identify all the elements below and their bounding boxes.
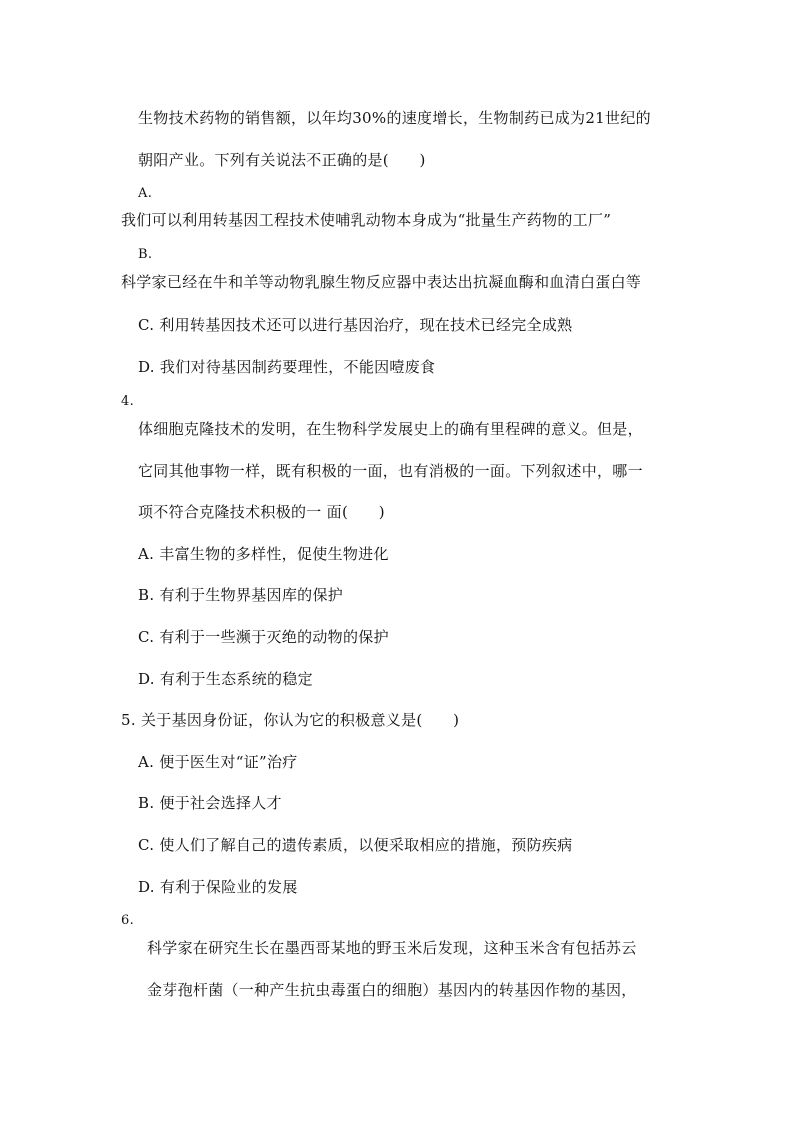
q4-number: 4. — [121, 394, 135, 409]
q4-stem-line-3: 项不符合克隆技术积极的一 面( ) — [138, 503, 385, 521]
q4-option-b: B. 有利于生物界基因库的保护 — [138, 586, 344, 604]
q3-option-b-text: 科学家已经在牛和羊等动物乳腺生物反应器中表达出抗凝血酶和血清白蛋白等 — [121, 273, 642, 291]
q6-stem-line-1: 科学家在研究生长在墨西哥某地的野玉米后发现，这种玉米含有包括苏云 — [147, 939, 637, 957]
q5-option-d: D. 有利于保险业的发展 — [138, 878, 298, 896]
q5-option-c: C. 使人们了解自己的遗传素质，以便采取相应的措施，预防疾病 — [138, 836, 573, 854]
q5-option-a: A. 便于医生对“证”治疗 — [138, 753, 298, 771]
q5-option-b: B. 便于社会选择人才 — [138, 794, 282, 812]
q3-stem-line-1: 生物技术药物的销售额，以年均30%的速度增长，生物制药已成为21世纪的 — [138, 109, 651, 127]
q4-option-d: D. 有利于生态系统的稳定 — [138, 670, 313, 688]
q3-option-c: C. 利用转基因技术还可以进行基因治疗，现在技术已经完全成熟 — [138, 316, 573, 334]
q3-stem-line-2: 朝阳产业。下列有关说法不正确的是( ) — [138, 151, 426, 169]
q6-stem-line-2: 金芽孢杆菌（一种产生抗虫毒蛋白的细胞）基因内的转基因作物的基因， — [147, 981, 637, 999]
q4-stem-line-1: 体细胞克隆技术的发明，在生物科学发展史上的确有里程碑的意义。但是， — [138, 420, 643, 438]
q4-stem-line-2: 它同其他事物一样，既有积极的一面，也有消极的一面。下列叙述中，哪一 — [138, 462, 643, 480]
q6-number: 6. — [121, 913, 135, 928]
q3-option-b-label: B. — [138, 247, 153, 262]
q5-stem: 5. 关于基因身份证，你认为它的积极意义是( ) — [121, 711, 460, 729]
q4-option-c: C. 有利于一些濒于灭绝的动物的保护 — [138, 628, 389, 646]
q4-option-a: A. 丰富生物的多样性，促使生物进化 — [138, 545, 389, 563]
q3-option-d: D. 我们对待基因制药要理性，不能因噎废食 — [138, 358, 436, 376]
q3-option-a-text: 我们可以利用转基因工程技术使哺乳动物本身成为“批量生产药物的工厂” — [121, 211, 612, 229]
q3-option-a-label: A. — [138, 186, 153, 201]
